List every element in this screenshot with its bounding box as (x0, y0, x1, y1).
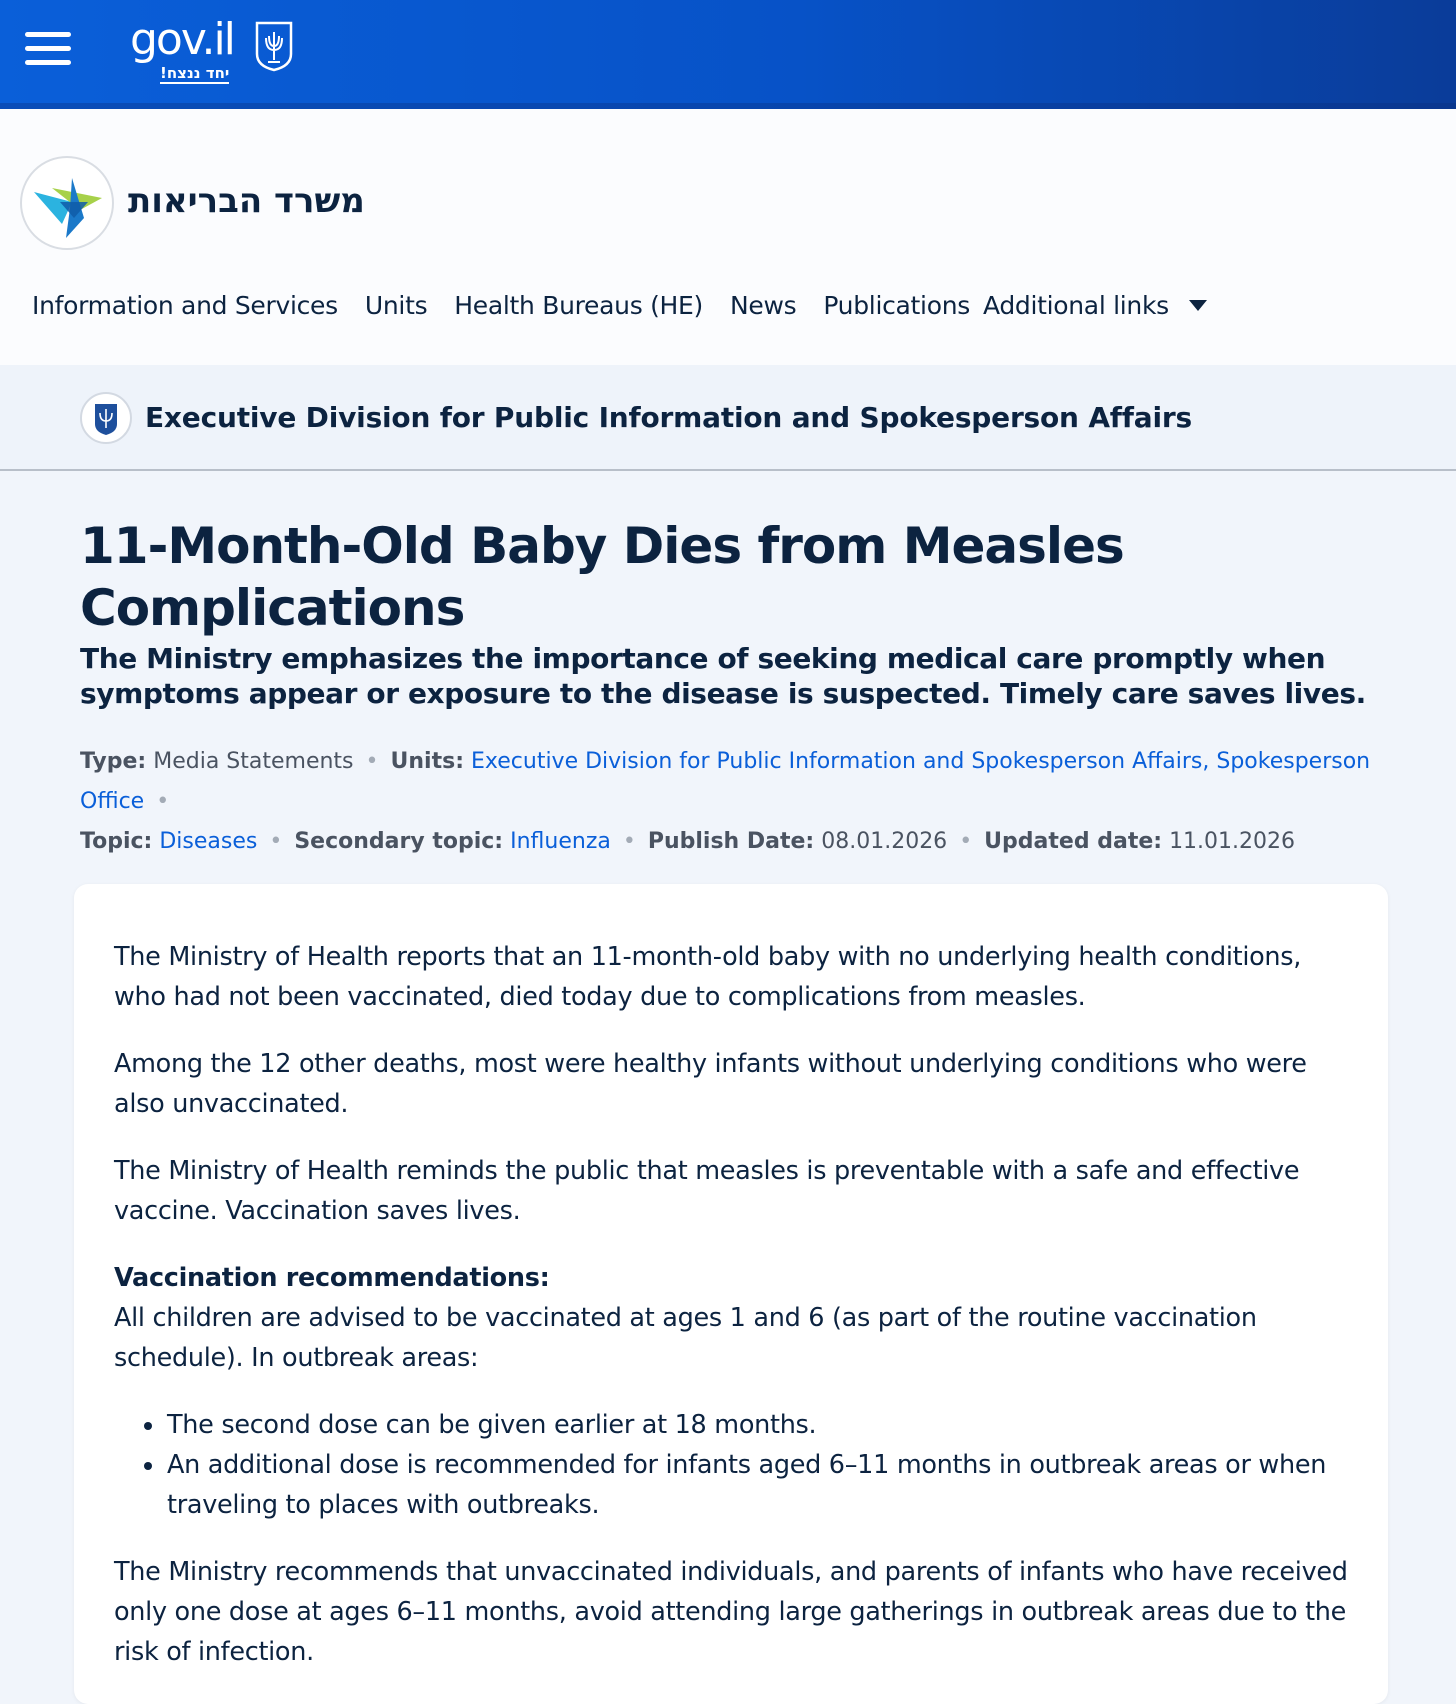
recommendations-list (114, 1405, 1354, 1525)
meta-separator: • (959, 829, 973, 854)
ministry-header (0, 109, 1456, 365)
page-subtitle: The Ministry emphasizes the importance of seeking medical care promptly when symptoms appear or exposure to the disease is suspected. Timely care saves lives. (80, 642, 1366, 710)
page-title: 11-Month-Old Baby Dies from Measles Complications (80, 517, 1124, 637)
chevron-down-icon (1189, 300, 1207, 311)
nav-item-publications[interactable]: Publications (823, 290, 970, 320)
menu-icon-line (25, 60, 71, 65)
nav-item-units[interactable]: Units (364, 290, 428, 320)
article-header (80, 515, 1380, 711)
meta-publish-date-label: Publish Date: (647, 829, 815, 854)
article-paragraph: The Ministry of Health reminds the public that measles is preventable with a safe and effective vaccine. Vaccination saves lives. (114, 1156, 1300, 1226)
gov-il-logo-tagline: יחד ננצח! (160, 64, 230, 82)
menu-icon-line (25, 46, 71, 51)
nav-item-health-bureaus[interactable]: Health Bureaus (HE) (454, 290, 703, 320)
meta-type-label: Type: (80, 749, 147, 774)
meta-publish-date-value: 08.01.2026 (821, 829, 948, 854)
nav-item-additional-links[interactable] (983, 291, 1207, 320)
division-emblem[interactable] (80, 392, 132, 444)
recommendations-intro: All children are advised to be vaccinated at ages 1 and 6 (as part of the routine vaccination schedule). In outbreak areas: (114, 1303, 1257, 1373)
nav-item-news[interactable]: News (729, 290, 797, 320)
meta-separator: • (622, 829, 636, 854)
meta-separator: • (269, 829, 283, 854)
gov-il-logo[interactable] (130, 12, 300, 88)
additional-links-label: Additional links (982, 290, 1169, 320)
ministry-logo[interactable] (20, 156, 114, 250)
article-meta (80, 742, 1410, 862)
ministry-bird-icon (22, 158, 116, 252)
meta-topic-label: Topic: (80, 829, 153, 854)
recommendations-heading: Vaccination recommendations: (114, 1263, 550, 1293)
list-item: The second dose can be given earlier at 18 months. (114, 1405, 1354, 1445)
meta-updated-date-value: 11.01.2026 (1169, 829, 1296, 854)
meta-separator: • (365, 749, 379, 774)
meta-secondary-topic-link[interactable]: Influenza (510, 829, 611, 854)
state-emblem-icon (82, 394, 130, 442)
top-bar (0, 0, 1456, 109)
menu-icon[interactable] (25, 32, 73, 66)
meta-type-value: Media Statements (153, 749, 354, 774)
article-paragraph: The Ministry recommends that unvaccinated individuals, and parents of infants who have received only one dose at ages 6–11 months, avoid attending large gatherings in outbreak areas due to the risk of infection. (114, 1557, 1348, 1667)
meta-topic-link[interactable]: Diseases (159, 829, 258, 854)
list-item: An additional dose is recommended for infants aged 6–11 months in outbreak areas or when traveling to places with outbreaks. (114, 1445, 1354, 1525)
ministry-name: משרד הבריאות (128, 181, 365, 221)
nav-item-information-and-services[interactable]: Information and Services (32, 290, 338, 320)
meta-updated-date-label: Updated date: (984, 829, 1163, 854)
meta-units-link[interactable]: Executive Division for Public Information and Spokesperson Affairs, Spokesperson Office (80, 749, 1371, 814)
meta-secondary-topic-label: Secondary topic: (294, 829, 504, 854)
menu-icon-line (25, 32, 71, 37)
article-paragraph: The Ministry of Health reports that an 11-month-old baby with no underlying health conditions, who had not been vaccinated, died today due to complications from measles. (114, 942, 1302, 1012)
gov-il-logo-text: gov.il (130, 14, 234, 65)
meta-separator: • (156, 789, 170, 814)
article-body (114, 937, 1354, 1699)
meta-units-label: Units: (390, 749, 464, 774)
division-banner (0, 365, 1456, 471)
state-emblem-icon (254, 20, 294, 72)
article-paragraph: Among the 12 other deaths, most were healthy infants without underlying conditions who were also unvaccinated. (114, 1049, 1307, 1119)
main-nav (32, 285, 1234, 325)
division-name[interactable]: Executive Division for Public Information and Spokesperson Affairs (145, 401, 1192, 434)
